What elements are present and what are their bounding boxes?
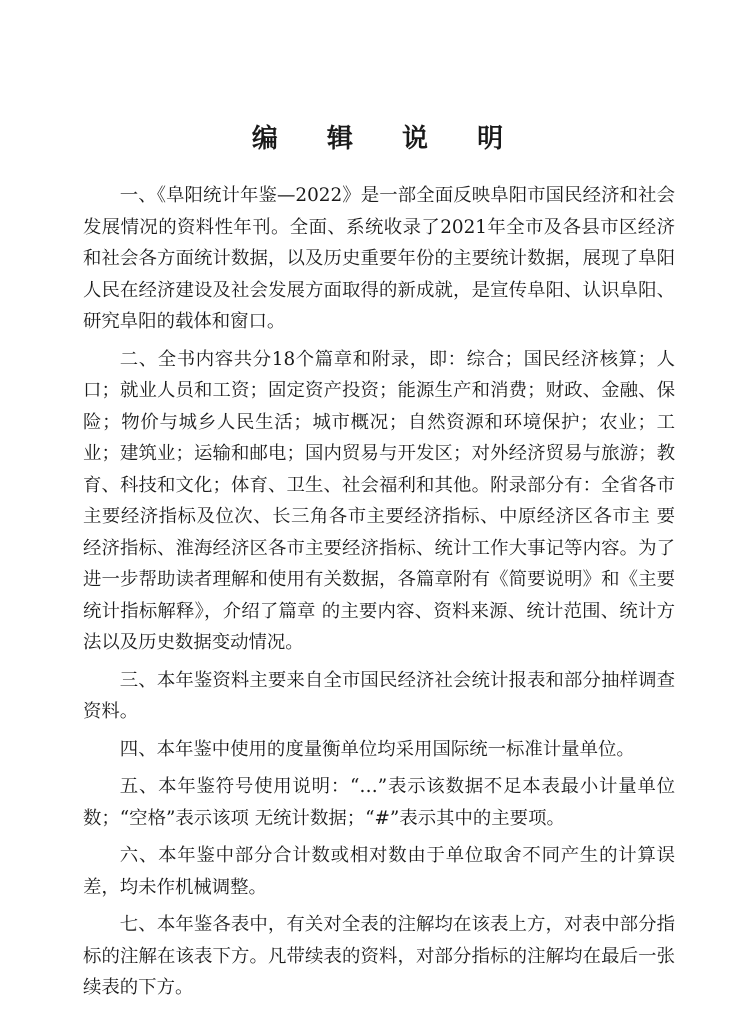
- paragraph-5: 五、本年鉴符号使用说明：“…”表示该数据不足本表最小计量单位数；“空格”表示该项 无统计数据；“#”表示其中的主要项。: [83, 776, 675, 829]
- paragraph-4: 四、本年鉴中使用的度量衡单位均采用国际统一标准计量单位。: [119, 738, 635, 760]
- paragraph-7: 七、本年鉴各表中，有关对全表的注解均在该表上方，对表中部分指标的注解在该表下方。凡带续表的资料，对部分指标的注解均在最后一张续表的下方。: [83, 914, 675, 998]
- page-title: 编 辑 说 明: [251, 124, 524, 154]
- paragraph-1: 一、《阜阳统计年鉴—2022》是一部全面反映阜阳市国民经济和社会发展情况的资料性年刊。全面、系统收录了2021年全市及各县市区经济和社会各方面统计数据，以及历史重要年份的主要统计数据，展现了阜阳人民在经济建设及社会发展方面取得的新成就，是宣传阜阳、认识阜阳、研究阜阳的载体和窗口。: [83, 185, 675, 332]
- paragraph-3: 三、本年鉴资料主要来自全市国民经济社会统计报表和部分抽样调查资料。: [83, 669, 675, 722]
- paragraph-2: 二、全书内容共分18个篇章和附录，即：综合；国民经济核算；人口；就业人员和工资；固定资产投资；能源生产和消费；财政、金融、保险；物价与城乡人民生活；城市概况；自然资源和环境保护；农业；工业；建筑业；运输和邮电；国内贸易与开发区；对外经济贸易与旅游；教育、科技和文化；体育、卫生、社会福利和其他。附录部分有：全省各市主要经济指标及位次、长三角各市主要经济指标、中原经济区各市主 要经济指标、淮海经济区各市主要经济指标、统计工作大事记等内容。为了进一步帮助读者理解和使用有关数据，各篇章附有《简要说明》和《主要统计指标解释》，介绍了篇章 的主要内容、资料来源、统计范围、统计方法以及历史数据变动情况。: [83, 348, 675, 653]
- paragraph-6: 六、本年鉴中部分合计数或相对数由于单位取舍不同产生的计算误差，均未作机械调整。: [83, 845, 675, 898]
- document-body: [83, 180, 675, 1010]
